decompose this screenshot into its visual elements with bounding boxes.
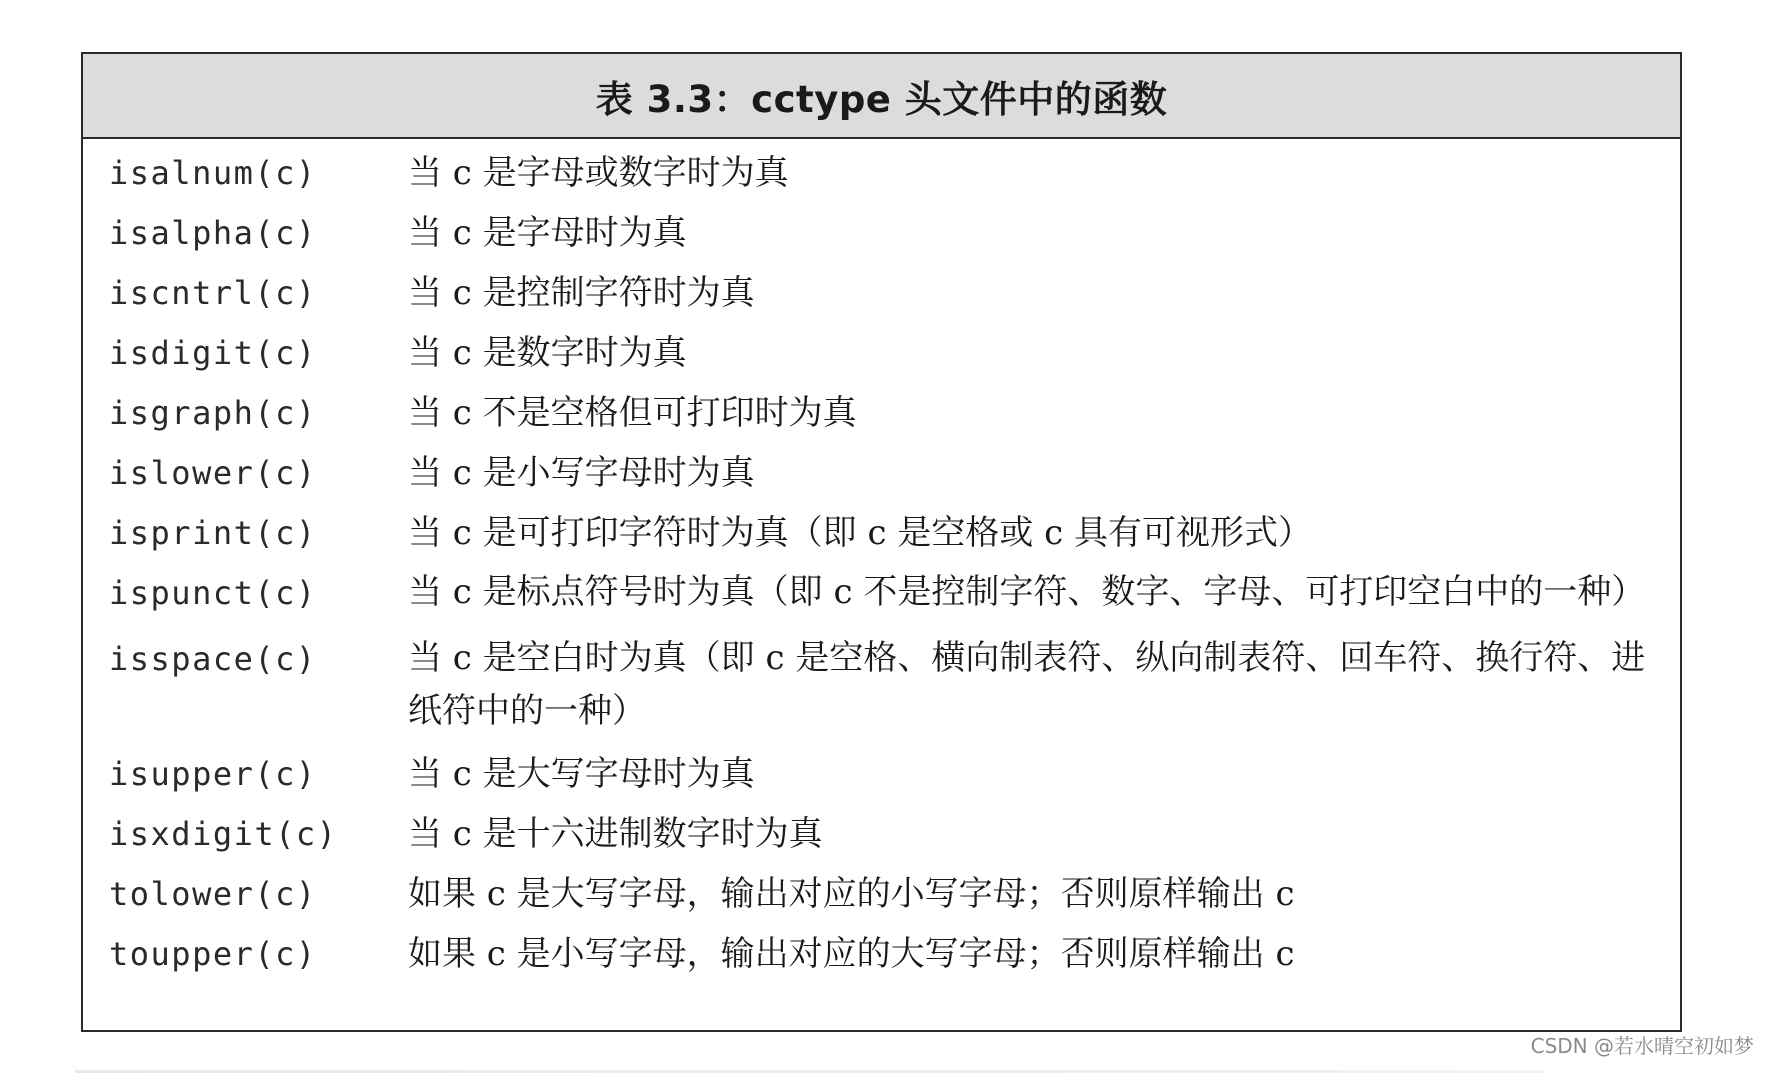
table-body [83, 139, 1680, 984]
table-row [83, 503, 1680, 563]
table-row [83, 143, 1680, 203]
table-row [83, 563, 1680, 623]
function-name: toupper(c) [109, 935, 317, 973]
function-description: 当 c 是数字时为真 [408, 333, 687, 373]
function-name: iscntrl(c) [109, 274, 317, 312]
function-description: 当 c 是可打印字符时为真（即 c 是空格或 c 具有可视形式） [408, 513, 1312, 553]
function-description: 当 c 是控制字符时为真 [408, 273, 755, 313]
function-description: 当 c 是标点符号时为真（即 c 不是控制字符、数字、字母、可打印空白中的一种） [408, 572, 1646, 612]
function-name: isgraph(c) [109, 394, 317, 432]
table-row [83, 864, 1680, 924]
function-name: isspace(c) [109, 640, 317, 678]
function-name: isalnum(c) [109, 154, 317, 192]
page-bottom-rule [75, 1070, 1545, 1073]
function-description: 如果 c 是大写字母，输出对应的小写字母；否则原样输出 c [408, 874, 1295, 914]
table-row [83, 203, 1680, 263]
table-row [83, 263, 1680, 323]
table-row [83, 924, 1680, 984]
table-row [83, 744, 1680, 804]
function-description: 当 c 是大写字母时为真 [408, 754, 755, 794]
function-name: islower(c) [109, 454, 317, 492]
function-name: tolower(c) [109, 875, 317, 913]
table-row [83, 443, 1680, 503]
function-description: 当 c 是字母时为真 [408, 213, 687, 253]
function-description: 当 c 是字母或数字时为真 [408, 153, 789, 193]
table-row [83, 629, 1680, 738]
function-description: 如果 c 是小写字母，输出对应的大写字母；否则原样输出 c [408, 934, 1295, 974]
function-name: isdigit(c) [109, 334, 317, 372]
table-caption: 表 3.3：cctype 头文件中的函数 [83, 54, 1680, 139]
function-description: 当 c 不是空格但可打印时为真 [408, 393, 857, 433]
cctype-functions-table [81, 52, 1682, 1032]
function-name: isalpha(c) [109, 214, 317, 252]
table-row [83, 804, 1680, 864]
function-description: 当 c 是小写字母时为真 [408, 453, 755, 493]
function-name: ispunct(c) [109, 574, 317, 612]
table-row [83, 323, 1680, 383]
watermark: CSDN @若水晴空初如梦 [1530, 1034, 1754, 1058]
function-name: isprint(c) [109, 514, 317, 552]
function-description: 当 c 是空白时为真（即 c 是空格、横向制表符、纵向制表符、回车符、换行符、进纸符中的一种） [408, 638, 1646, 731]
table-row [83, 383, 1680, 443]
function-name: isxdigit(c) [109, 815, 338, 853]
function-name: isupper(c) [109, 755, 317, 793]
function-description: 当 c 是十六进制数字时为真 [408, 814, 823, 854]
